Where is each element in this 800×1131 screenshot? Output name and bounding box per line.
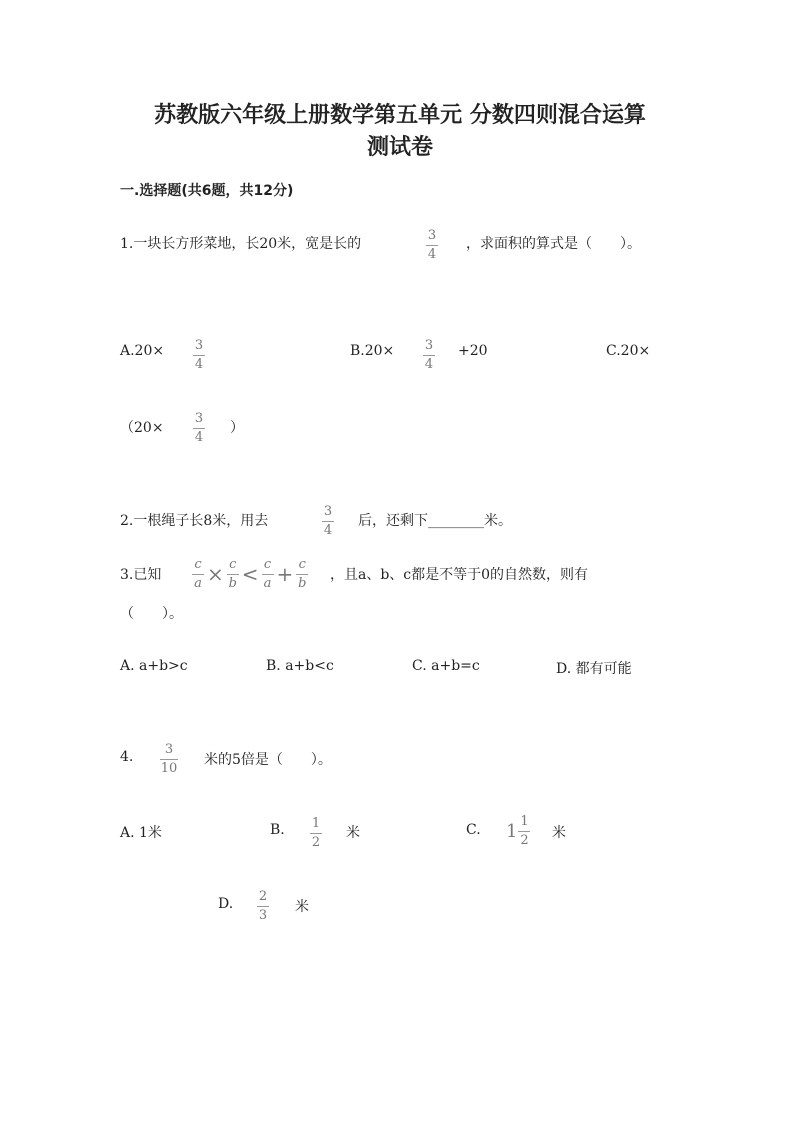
q2-text-b: 后，还剩下________米。 [358, 513, 512, 529]
frac-num: 3 [194, 411, 204, 426]
frac-num: 1 [311, 816, 321, 831]
frac-den: b [228, 576, 237, 591]
mixed-fraction [518, 815, 530, 847]
q3-frac-4 [296, 558, 308, 590]
plus-operator: + [276, 562, 294, 586]
frac-num: c [298, 557, 306, 572]
frac-den: 2 [311, 835, 321, 850]
less-than-operator: < [241, 562, 259, 586]
q1-frac-den: 4 [427, 247, 437, 262]
frac-num: 2 [258, 889, 268, 904]
page-title-line2: 测试卷 [366, 135, 433, 160]
q2-fraction [322, 505, 334, 537]
q3-text-c: （ ）。 [120, 606, 183, 622]
q4-option-c-mixed-number [506, 815, 530, 847]
q1-option-a[interactable]: A.20× [120, 343, 165, 359]
q1-option-b-fraction [423, 339, 435, 371]
q1-text-b: ，求面积的算式是（ ）。 [466, 236, 641, 252]
frac-den: 4 [194, 430, 204, 445]
q1-option-a-fraction [193, 339, 205, 371]
q1-option-c-suffix: ） [230, 420, 244, 436]
frac-den: 4 [194, 357, 204, 372]
q1-option-b[interactable]: B.20× [350, 343, 395, 359]
frac-num: c [263, 557, 272, 572]
frac-den: a [263, 576, 272, 591]
q3-option-d[interactable]: D. 都有可能 [556, 661, 632, 677]
frac-den: 4 [323, 523, 333, 538]
times-operator: × [207, 562, 224, 586]
q3-text-a: 3.已知 [120, 567, 162, 583]
q4-option-d-unit: 米 [295, 899, 309, 915]
q4-option-c[interactable]: C. [466, 822, 481, 838]
q3-text-b: ，且a、b、c都是不等于0的自然数，则有 [330, 567, 589, 583]
q3-inequality [192, 558, 308, 590]
q4-number: 4. [120, 749, 134, 765]
q4-fraction [160, 743, 178, 775]
q3-option-c[interactable]: C. a+b=c [412, 658, 480, 674]
q2-text-a: 2.一根绳子长8米，用去 [120, 513, 269, 529]
frac-den: 4 [424, 357, 434, 372]
q4-option-a[interactable]: A. 1米 [120, 825, 162, 841]
section-heading: 一.选择题(共6题，共12分) [120, 183, 294, 199]
q4-option-b-unit: 米 [346, 825, 360, 841]
q1-option-b-suffix: +20 [458, 343, 488, 359]
q1-text-a: 1.一块长方形菜地，长20米，宽是长的 [120, 236, 362, 252]
frac-den: 2 [520, 833, 529, 848]
q1-option-c-continued: （20× [120, 420, 164, 436]
page-title: 苏教版六年级上册数学第五单元 分数四则混合运算 [154, 103, 646, 128]
q1-option-c[interactable]: C.20× [606, 343, 651, 359]
frac-den: 3 [258, 908, 268, 923]
q1-option-c-fraction [193, 412, 205, 444]
q3-frac-1 [192, 558, 204, 590]
frac-num: 1 [520, 814, 529, 829]
q3-option-a[interactable]: A. a+b>c [120, 658, 188, 674]
frac-den: 10 [160, 761, 178, 776]
q4-option-b[interactable]: B. [270, 822, 285, 838]
q4-option-c-unit: 米 [552, 825, 566, 841]
mixed-whole: 1 [506, 820, 518, 842]
frac-num: 3 [194, 338, 204, 353]
q4-option-d-fraction [257, 890, 269, 922]
q3-frac-2 [227, 558, 239, 590]
q1-frac-num: 3 [427, 228, 437, 243]
frac-num: c [229, 557, 237, 572]
q4-option-b-fraction [310, 817, 322, 849]
frac-den: b [298, 576, 307, 591]
q3-frac-3 [262, 558, 274, 590]
q1-fraction [426, 229, 438, 261]
q3-option-b[interactable]: B. a+b<c [266, 658, 334, 674]
frac-num: c [194, 557, 202, 572]
frac-num: 3 [164, 742, 174, 757]
q4-text: 米的5倍是（ ）。 [204, 752, 332, 768]
frac-num: 3 [323, 504, 333, 519]
frac-den: a [194, 576, 202, 591]
q4-option-d[interactable]: D. [218, 896, 234, 912]
frac-num: 3 [424, 338, 434, 353]
